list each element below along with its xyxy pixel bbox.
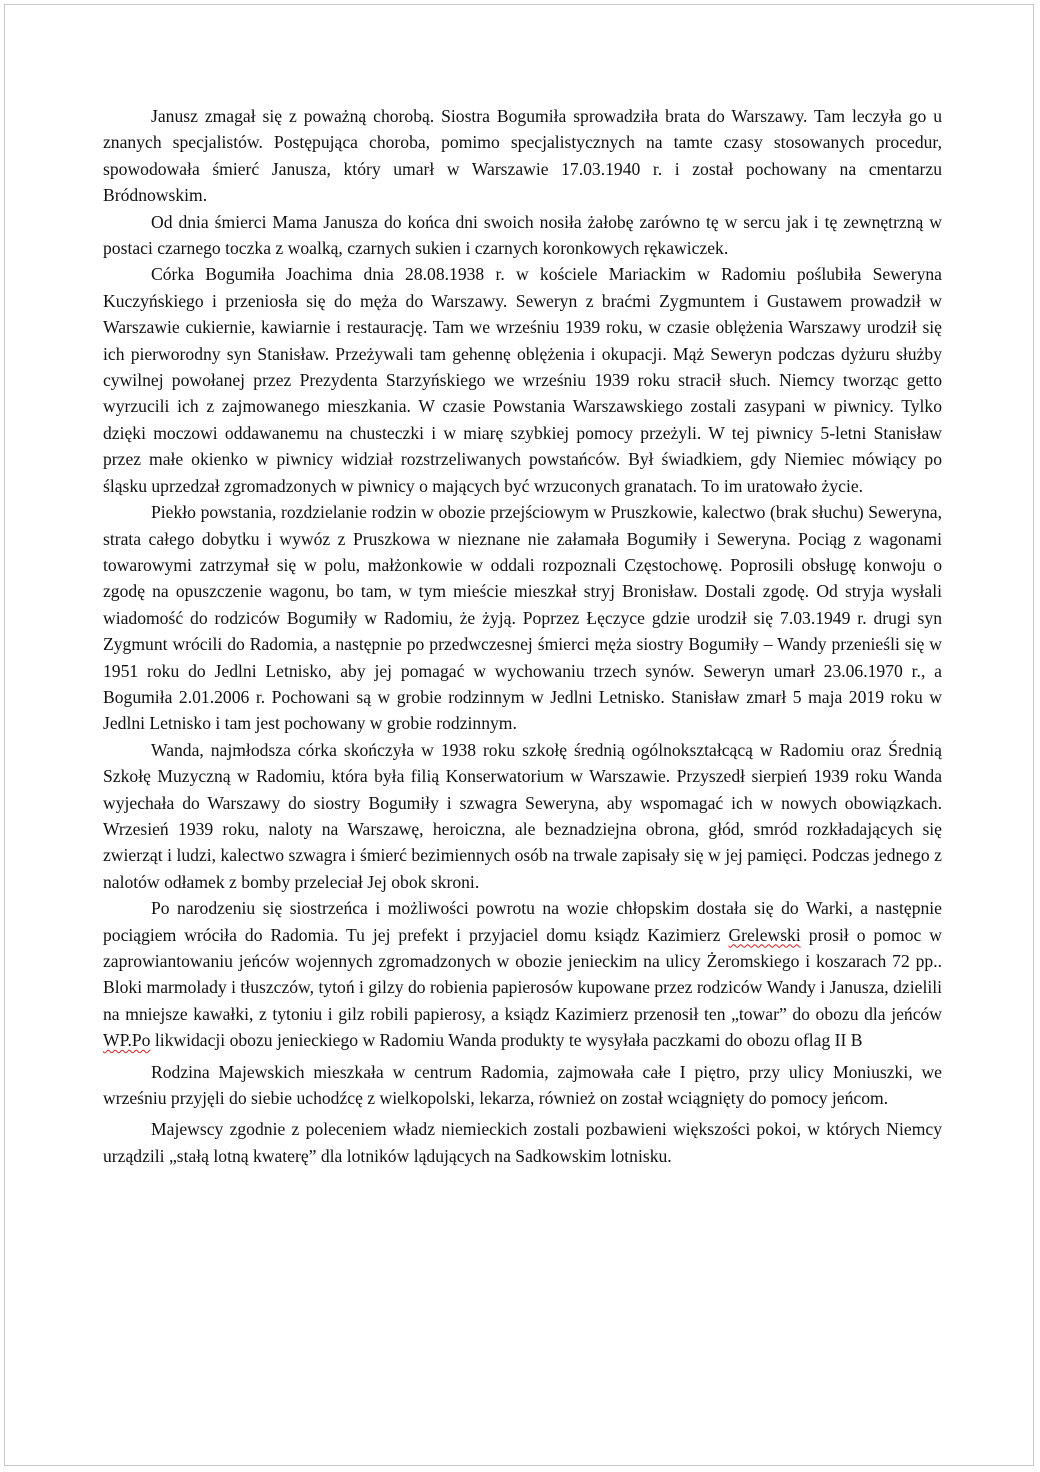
paragraph-7: Rodzina Majewskich mieszkała w centrum Radomia, zajmowała całe I piętro, przy ulicy Moniuszki, we wrześniu przyjęli do siebie uchodźcę z wielkopolski, lekarza, również on został wciągnięty do pomocy jeńcom. <box>103 1061 942 1109</box>
spelling-flagged-word-2[interactable]: WP.Po <box>103 1030 151 1051</box>
paragraph-4: Piekło powstania, rozdzielanie rodzin w obozie przejściowym w Pruszkowie, kalectwo (brak słuchu) Seweryna, strata całego dobytku i wywóz z Pruszkowa w nieznane nie załamała Bogumiły i Seweryna. Pociąg z wagonami towarowymi zatrzymał się w polu, małżonkowie w oddali rozpoznali Częstochowę. Poprosili obsługę konwoju o zgodę na opuszczenie wagonu, bo tam, w tym mieście mieszkał stryj Bronisław. Dostali zgodę. Od stryja wysłali wiadomość do rodziców Bogumiły w Radomiu, że żyją. Poprzez Łęczyce gdzie urodził się 7.03.1949 r. drugi syn Zygmunt wrócili do Radomia, a następnie po przedwczesnej śmierci męża siostry Bogumiły – Wandy przenieśli się w 1951 roku do Jedlni Letnisko, aby jej pomagać w wychowaniu trzech synów. Seweryn umarł 23.06.1970 r., a Bogumiła 2.01.2006 r. Pochowani są w grobie rodzinnym w Jedlni Letnisko. Stanisław zmarł 5 maja 2019 roku w Jedlni Letnisko i tam jest pochowany w grobie rodzinnym. <box>103 502 942 734</box>
paragraph-6 <box>103 895 942 1053</box>
paragraph-5: Wanda, najmłodsza córka skończyła w 1938 roku szkołę średnią ogólnokształcącą w Radomiu oraz Średnią Szkołę Muzyczną w Radomiu, która była filią Konserwatorium w Warszawie. Przyszedł sierpień 1939 roku Wanda wyjechała do Warszawy do siostry Bogumiły i szwagra Seweryna, aby wspomagać ich w nowych obowiązkach. Wrzesień 1939 roku, naloty na Warszawę, heroiczna, ale beznadziejna obrona, głód, smród rozkładających się zwierząt i ludzi, kalectwo szwagra i śmierć bezimiennych osób na trwale zapisały się w jej pamięci. Podczas jednego z nalotów odłamek z bomby przeleciał Jej obok skroni. <box>103 739 942 892</box>
document-page <box>4 4 1034 1466</box>
document-body <box>103 103 942 1169</box>
paragraph-6-text-end: likwidacji obozu jenieckiego w Radomiu Wanda produkty te wysyłała paczkami do obozu oflag II B <box>150 1030 863 1051</box>
paragraph-8: Majewscy zgodnie z poleceniem władz niemieckich zostali pozbawieni większości pokoi, w których Niemcy urządzili „stałą lotną kwaterę” dla lotników lądujących na Sadkowskim lotnisku. <box>103 1119 942 1166</box>
paragraph-6-text-start: Po narodzeniu się siostrzeńca i możliwości powrotu na wozie chłopskim dostała się do Warki, a następnie pociągiem wróciła do Radomia. Tu jej prefekt i przyjaciel domu ksiądz Kazimierz <box>103 898 942 945</box>
paragraph-3: Córka Bogumiła Joachima dnia 28.08.1938 r. w kościele Mariackim w Radomiu poślubiła Seweryna Kuczyńskiego i przeniosła się do męża do Warszawy. Seweryn z braćmi Zygmuntem i Gustawem prowadził w Warszawie cukiernie, kawiarnie i restaurację. Tam we wrześniu 1939 roku, w czasie oblężenia Warszawy urodził się ich pierworodny syn Stanisław. Przeżywali tam gehennę oblężenia i okupacji. Mąż Seweryn podczas dyżuru służby cywilnej powołanej przez Prezydenta Starzyńskiego we wrześniu 1939 roku stracił słuch. Niemcy tworząc getto wyrzucili ich z zajmowanego mieszkania. W czasie Powstania Warszawskiego zostali zasypani w piwnicy. Tylko dzięki moczowi oddawanemu na chusteczki i w miarę szybkiej pomocy przeżyli. W tej piwnicy 5-letni Stanisław przez małe okienko w piwnicy widział rozstrzeliwanych powstańców. Był świadkiem, gdy Niemiec mówiący po śląsku uprzedzał zgromadzonych w piwnicy o mających być wrzuconych granatach. To im uratowało życie. <box>103 264 942 496</box>
spelling-flagged-word[interactable]: Grelewski <box>728 924 801 945</box>
paragraph-6-text-middle: prosił o pomoc w zaprowiantowaniu jeńców wojennych zgromadzonych w obozie jenieckim na ulicy Żeromskiego i koszarach 72 pp.. Bloki marmolady i tłuszczów, tytoń i gilzy do robienia papierosów kupowane przez rodziców Wandy i Janusza, dzielili na mniejsze kawałki, z tytoniu i gilz robili papierosy, a ksiądz Kazimierz przenosił ten „towar” do obozu dla jeńców <box>103 924 942 1024</box>
paragraph-1: Janusz zmagał się z poważną chorobą. Siostra Bogumiła sprowadziła brata do Warszawy. Tam leczyła go u znanych specjalistów. Postępująca choroba, pomimo specjalistycznych na tamte czasy stosowanych procedur, spowodowała śmierć Janusza, który umarł w Warszawie 17.03.1940 r. i został pochowany na cmentarzu Bródnowskim. <box>103 106 942 206</box>
paragraph-2: Od dnia śmierci Mama Janusza do końca dni swoich nosiła żałobę zarówno tę w sercu jak i tę zewnętrzną w postaci czarnego toczka z woalką, czarnych sukien i czarnych koronkowych rękawiczek. <box>103 211 942 259</box>
